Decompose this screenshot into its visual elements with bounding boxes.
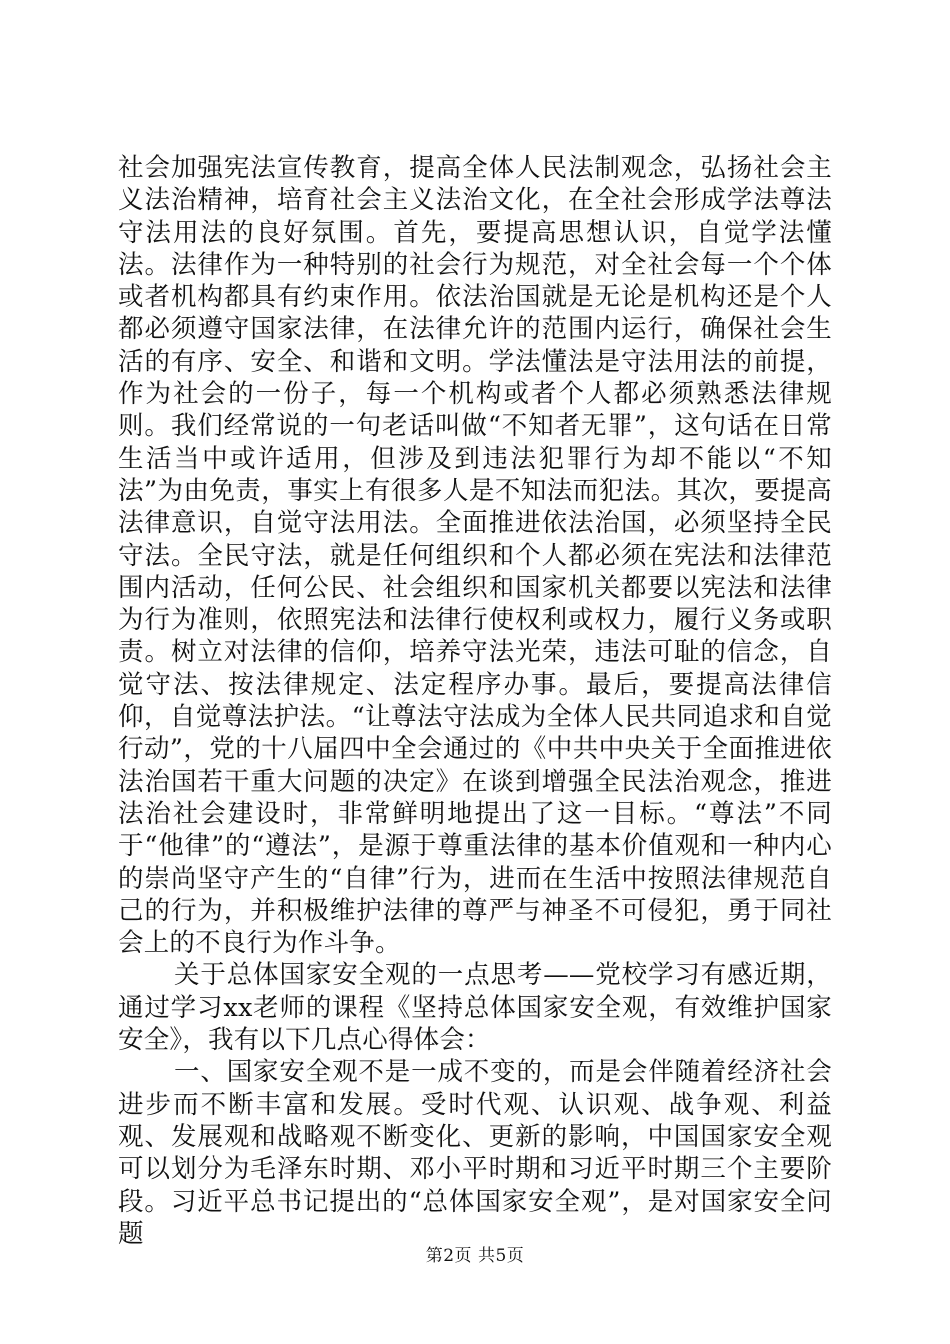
page-footer: 第2页 共5页 [425,1246,525,1266]
paragraph-3: 一、国家安全观不是一成不变的，而是会伴随着经济社会进步而不断丰富和发展。受时代观、认识观、战争观、利益观、发展观和战略观不断变化、更新的影响，中国国家安全观可以划分为毛泽东时期、邓小平时期和习近平时期三个主要阶段。习近平总书记提出的“总体国家安全观”，是对国家安全问题 [118,1057,832,1249]
paragraph-2: 关于总体国家安全观的一点思考——党校学习有感近期，通过学习xx老师的课程《坚持总体国家安全观，有效维护国家安全》，我有以下几点心得体会： [118,960,832,1056]
body-text [118,152,832,1250]
paragraph-1: 社会加强宪法宣传教育，提高全体人民法制观念，弘扬社会主义法治精神，培育社会主义法治文化，在全社会形成学法尊法守法用法的良好氛围。首先，要提高思想认识，自觉学法懂法。法律作为一种特别的社会行为规范，对全社会每一个个体或者机构都具有约束作用。依法治国就是无论是机构还是个人都必须遵守国家法律，在法律允许的范围内运行，确保社会生活的有序、安全、和谐和文明。学法懂法是守法用法的前提，作为社会的一份子，每一个机构或者个人都必须熟悉法律规则。我们经常说的一句老话叫做“不知者无罪”，这句话在日常生活当中或许适用，但涉及到违法犯罪行为却不能以“不知法”为由免责，事实上有很多人是不知法而犯法。其次，要提高法律意识，自觉守法用法。全面推进依法治国，必须坚持全民守法。全民守法，就是任何组织和个人都必须在宪法和法律范围内活动，任何公民、社会组织和国家机关都要以宪法和法律为行为准则，依照宪法和法律行使权利或权力，履行义务或职责。树立对法律的信仰，培养守法光荣，违法可耻的信念，自觉守法、按法律规定、法定程序办事。最后，要提高法律信仰，自觉尊法护法。“让尊法守法成为全体人民共同追求和自觉行动”，党的十八届四中全会通过的《中共中央关于全面推进依法治国若干重大问题的决定》在谈到增强全民法治观念，推进法治社会建设时，非常鲜明地提出了这一目标。“尊法”不同于“他律”的“遵法”，是源于尊重法律的基本价值观和一种内心的崇尚坚守产生的“自律”行为，进而在生活中按照法律规范自己的行为，并积极维护法律的尊严与神圣不可侵犯，勇于同社会上的不良行为作斗争。 [118,153,832,959]
